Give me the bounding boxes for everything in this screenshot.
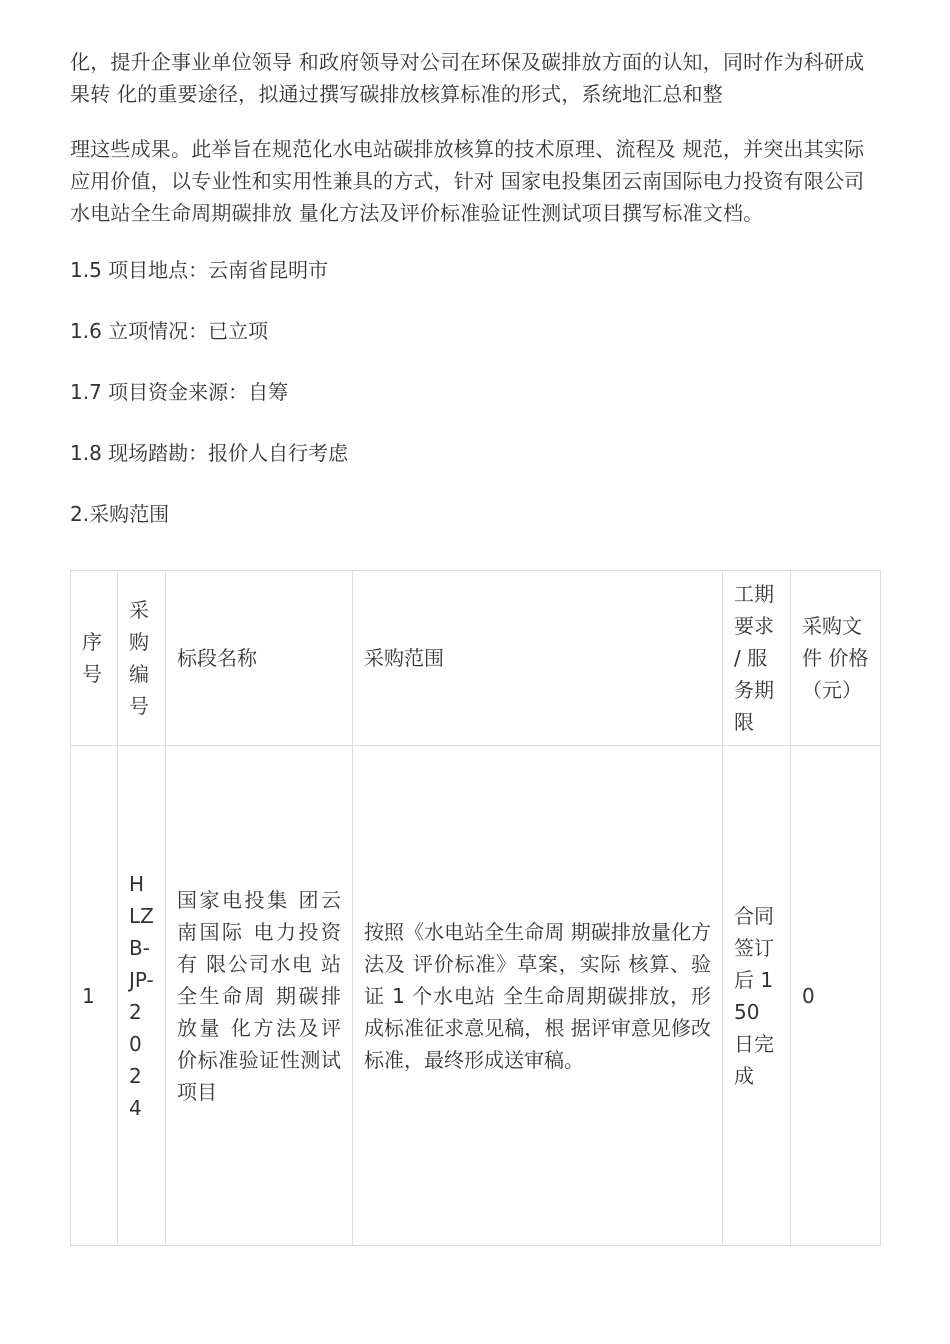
cell-code: HLZB-JP-2024 (118, 746, 166, 1246)
procurement-table-container (70, 570, 880, 1120)
header-seq: 序号 (71, 571, 118, 746)
section-title: 2.采购范围 (70, 502, 170, 526)
cell-seq: 1 (71, 746, 118, 1246)
header-lot-name: 标段名称 (166, 571, 353, 746)
project-approval: 1.6 立项情况：已立项 (70, 319, 269, 343)
site-visit: 1.8 现场踏勘：报价人自行考虑 (70, 441, 349, 465)
cell-price: 0 (791, 746, 881, 1246)
cell-lot-name: 国家电投集 团云南国际 电力投资有 限公司水电 站全生命周 期碳排放量 化方法及评价标准验证性测试项目 (166, 746, 353, 1246)
document-page (70, 46, 880, 530)
cell-scope: 按照《水电站全生命周 期碳排放量化方法及 评价标准》草案，实际 核算、验证 1 个水电站 全生命周期碳排放，形 成标准征求意见稿，根 据评审意见修改标准，最终形成送审稿。 (353, 746, 723, 1246)
header-period: 工期要求 / 服务期限 (723, 571, 791, 746)
project-funding: 1.7 项目资金来源：自筹 (70, 380, 289, 404)
procurement-table (70, 570, 881, 1246)
cell-period: 合同签订后 150 日完成 (723, 746, 791, 1246)
intro-paragraph-1: 化，提升企事业单位领导 和政府领导对公司在环保及碳排放方面的认知，同时作为科研成果转 化的重要途径，拟通过撰写碳排放核算标准的形式，系统地汇总和整 (70, 50, 865, 106)
project-location: 1.5 项目地点：云南省昆明市 (70, 258, 329, 282)
header-scope: 采购范围 (353, 571, 723, 746)
table-row (71, 746, 881, 1246)
header-price: 采购文件 价格 （元） (791, 571, 881, 746)
header-code: 采购编号 (118, 571, 166, 746)
table-header-row (71, 571, 881, 746)
intro-paragraph-2: 理这些成果。此举旨在规范化水电站碳排放核算的技术原理、流程及 规范，并突出其实际应用价值，以专业性和实用性兼具的方式，针对 国家电投集团云南国际电力投资有限公司水电站全生命周期碳排放 量化方法及评价标准验证性测试项目撰写标准文档。 (70, 137, 865, 225)
